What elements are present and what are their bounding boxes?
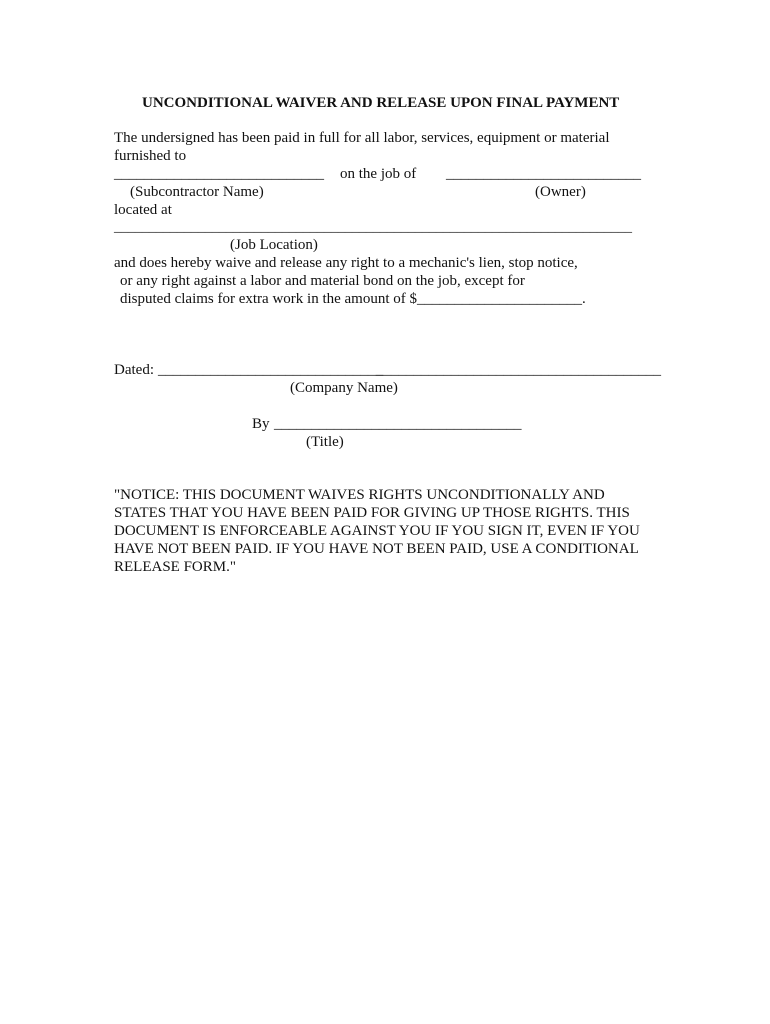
subcontractor-name-label: (Subcontractor Name) — [130, 184, 264, 200]
owner-blank[interactable]: __________________________ — [446, 166, 641, 182]
company-name-blank[interactable]: ______________________________________ — [376, 362, 661, 378]
by-label: By — [252, 416, 270, 432]
waiver-line-2: or any right against a labor and material bond on the job, except for — [120, 273, 525, 289]
job-location-label: (Job Location) — [230, 237, 318, 253]
signature-blank[interactable]: _________________________________ — [274, 416, 522, 432]
job-location-blank[interactable]: __________________________________________________________________________ — [114, 220, 632, 235]
owner-label: (Owner) — [535, 184, 586, 200]
document-title: UNCONDITIONAL WAIVER AND RELEASE UPON FINAL PAYMENT — [142, 95, 620, 111]
date-blank[interactable]: ______________________________ — [158, 362, 383, 378]
notice-paragraph: "NOTICE: THIS DOCUMENT WAIVES RIGHTS UNCONDITIONALLY AND STATES THAT YOU HAVE BEEN PAID FOR GIVING UP THOSE RIGHTS. THIS DOCUMENT IS ENFORCEABLE AGAINST YOU IF YOU SIGN IT, EVEN IF YOU HAVE NOT BEEN PAID. IF YOU HAVE NOT BEEN PAID, USE A CONDITIONAL RELEASE FORM." — [114, 487, 640, 575]
title-label: (Title) — [306, 434, 344, 450]
dated-label: Dated: — [114, 362, 154, 378]
waiver-line-1: and does hereby waive and release any right to a mechanic's lien, stop notice, — [114, 255, 578, 271]
company-name-label: (Company Name) — [290, 380, 398, 396]
on-the-job-of-text: on the job of — [340, 166, 417, 182]
waiver-line-3: disputed claims for extra work in the amount of $______________________. — [120, 291, 586, 307]
located-at-text: located at — [114, 202, 172, 218]
paid-statement-line-1: The undersigned has been paid in full for all labor, services, equipment or material — [114, 130, 610, 146]
paid-statement-line-2: furnished to — [114, 148, 187, 164]
subcontractor-name-blank[interactable]: ____________________________ — [114, 166, 324, 182]
